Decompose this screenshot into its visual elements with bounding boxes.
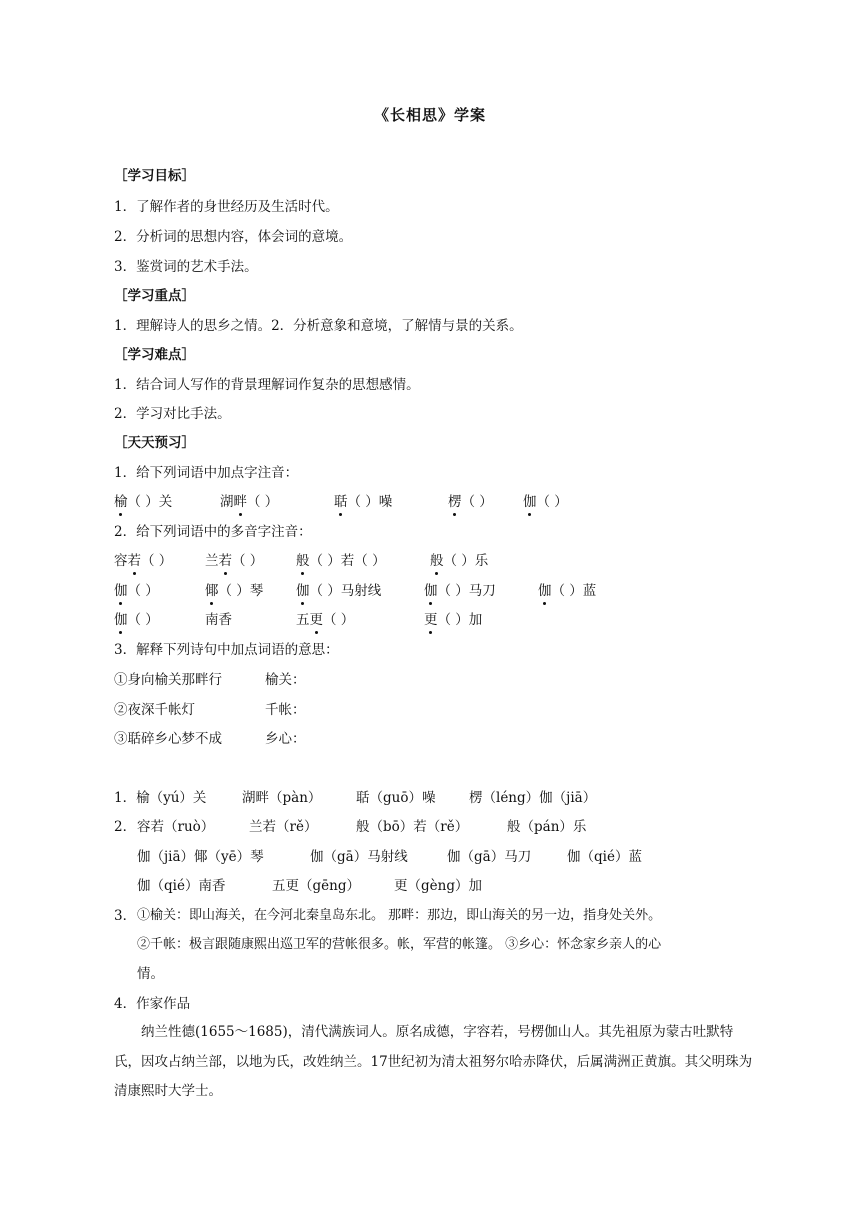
q2-item: 伽（ ） [114, 612, 159, 628]
goals-heading: ［学习目标］ [114, 168, 195, 184]
answer-3: 3． ①榆关：即山海关，在今河北秦皇岛东北。 那畔：那边，即山海关的另一边，指身处关外。 [114, 908, 662, 924]
answer-3-line: ②千帐：极言跟随康熙出巡卫军的营帐很多。帐，军营的帐篷。 ③乡心：怀念家乡亲人的心 [137, 937, 662, 952]
q1-prompt: 1．给下列词语中加点字注音： [114, 465, 299, 481]
focus-heading: ［学习重点］ [114, 288, 195, 304]
goal-item: 2．分析词的思想内容，体会词的意境。 [114, 229, 353, 245]
q1-item: 楞（ ） [448, 494, 493, 510]
answer-2-row: 伽（qié）南香 五更（gēng） 更（gèng）加 [137, 878, 482, 894]
author-paragraph: 纳兰性德(1655～1685)，清代满族词人。原名成德，字容若，号楞伽山人。其先祖原为蒙古吐默特氏，因攻占纳兰部，以地为氏，改姓纳兰。17世纪初为清太祖努尔哈赤降伏，后属满洲正黄旗。其父明珠为清康熙时大学士。 [114, 1024, 753, 1099]
q2-item: 倻（ ）琴 [205, 583, 264, 599]
q3-item: ②夜深千帐灯 千帐： [114, 702, 306, 718]
q2-item: 伽（ ）蓝 [538, 583, 597, 599]
answer-3-line: 情。 [137, 966, 164, 982]
q2-item: 五更（ ） [296, 612, 355, 628]
q2-prompt: 2．给下列词语中的多音字注音： [114, 524, 312, 540]
answer-2: 2． 容若（ruò） 兰若（rě） 般（bō）若（rě） 般（pán）乐 [114, 819, 587, 835]
preview-heading: ［天天预习］ [114, 435, 195, 451]
q2-item: 兰若（ ） [205, 553, 264, 569]
q2-row [114, 551, 754, 573]
goal-item: 3．鉴赏词的艺术手法。 [114, 259, 258, 275]
q3-item: ①身向榆关那畔行 榆关： [114, 672, 306, 688]
q3-item: ③聒碎乡心梦不成 乡心： [114, 731, 306, 747]
difficulty-item: 2．学习对比手法。 [114, 406, 231, 422]
q2-row [114, 610, 754, 632]
q2-row [114, 581, 754, 603]
q1-row [114, 492, 754, 514]
difficulty-item: 1．结合词人写作的背景理解词作复杂的思想感情。 [114, 377, 420, 393]
q1-item: 湖畔（ ） [220, 494, 279, 510]
q2-item: 般（ ）若（ ） [296, 553, 386, 569]
answer-1: 1．榆（yú）关 湖畔（pàn） 聒（guō）噪 楞（léng）伽（jiā） [114, 790, 597, 806]
difficulty-heading: ［学习难点］ [114, 347, 195, 363]
q2-item: 伽（ ）马射线 [296, 583, 382, 599]
q1-item: 伽（ ） [523, 494, 568, 510]
goal-item: 1．了解作者的身世经历及生活时代。 [114, 199, 339, 215]
q2-item: 伽（ ）马刀 [424, 583, 496, 599]
author-heading: 4．作家作品 [114, 996, 191, 1012]
q2-item: 容若（ ） [114, 553, 173, 569]
q1-item: 聒（ ）噪 [334, 494, 393, 510]
q2-item: 般（ ）乐 [430, 553, 489, 569]
focus-item: 1．理解诗人的思乡之情。2．分析意象和意境，了解情与景的关系。 [114, 318, 523, 334]
q2-item: 伽（ ） [114, 583, 159, 599]
document-title: 《长相思》学案 [373, 106, 486, 124]
q2-item: 南香 [205, 612, 232, 628]
q2-item: 更（ ）加 [424, 612, 483, 628]
q3-prompt: 3．解释下列诗句中加点词语的意思： [114, 642, 339, 658]
answer-2-row: 伽（jiā）倻（yē）琴 伽（gā）马射线 伽（gā）马刀 伽（qié）蓝 [137, 849, 642, 865]
q1-item: 榆（ ）关 [114, 494, 173, 510]
